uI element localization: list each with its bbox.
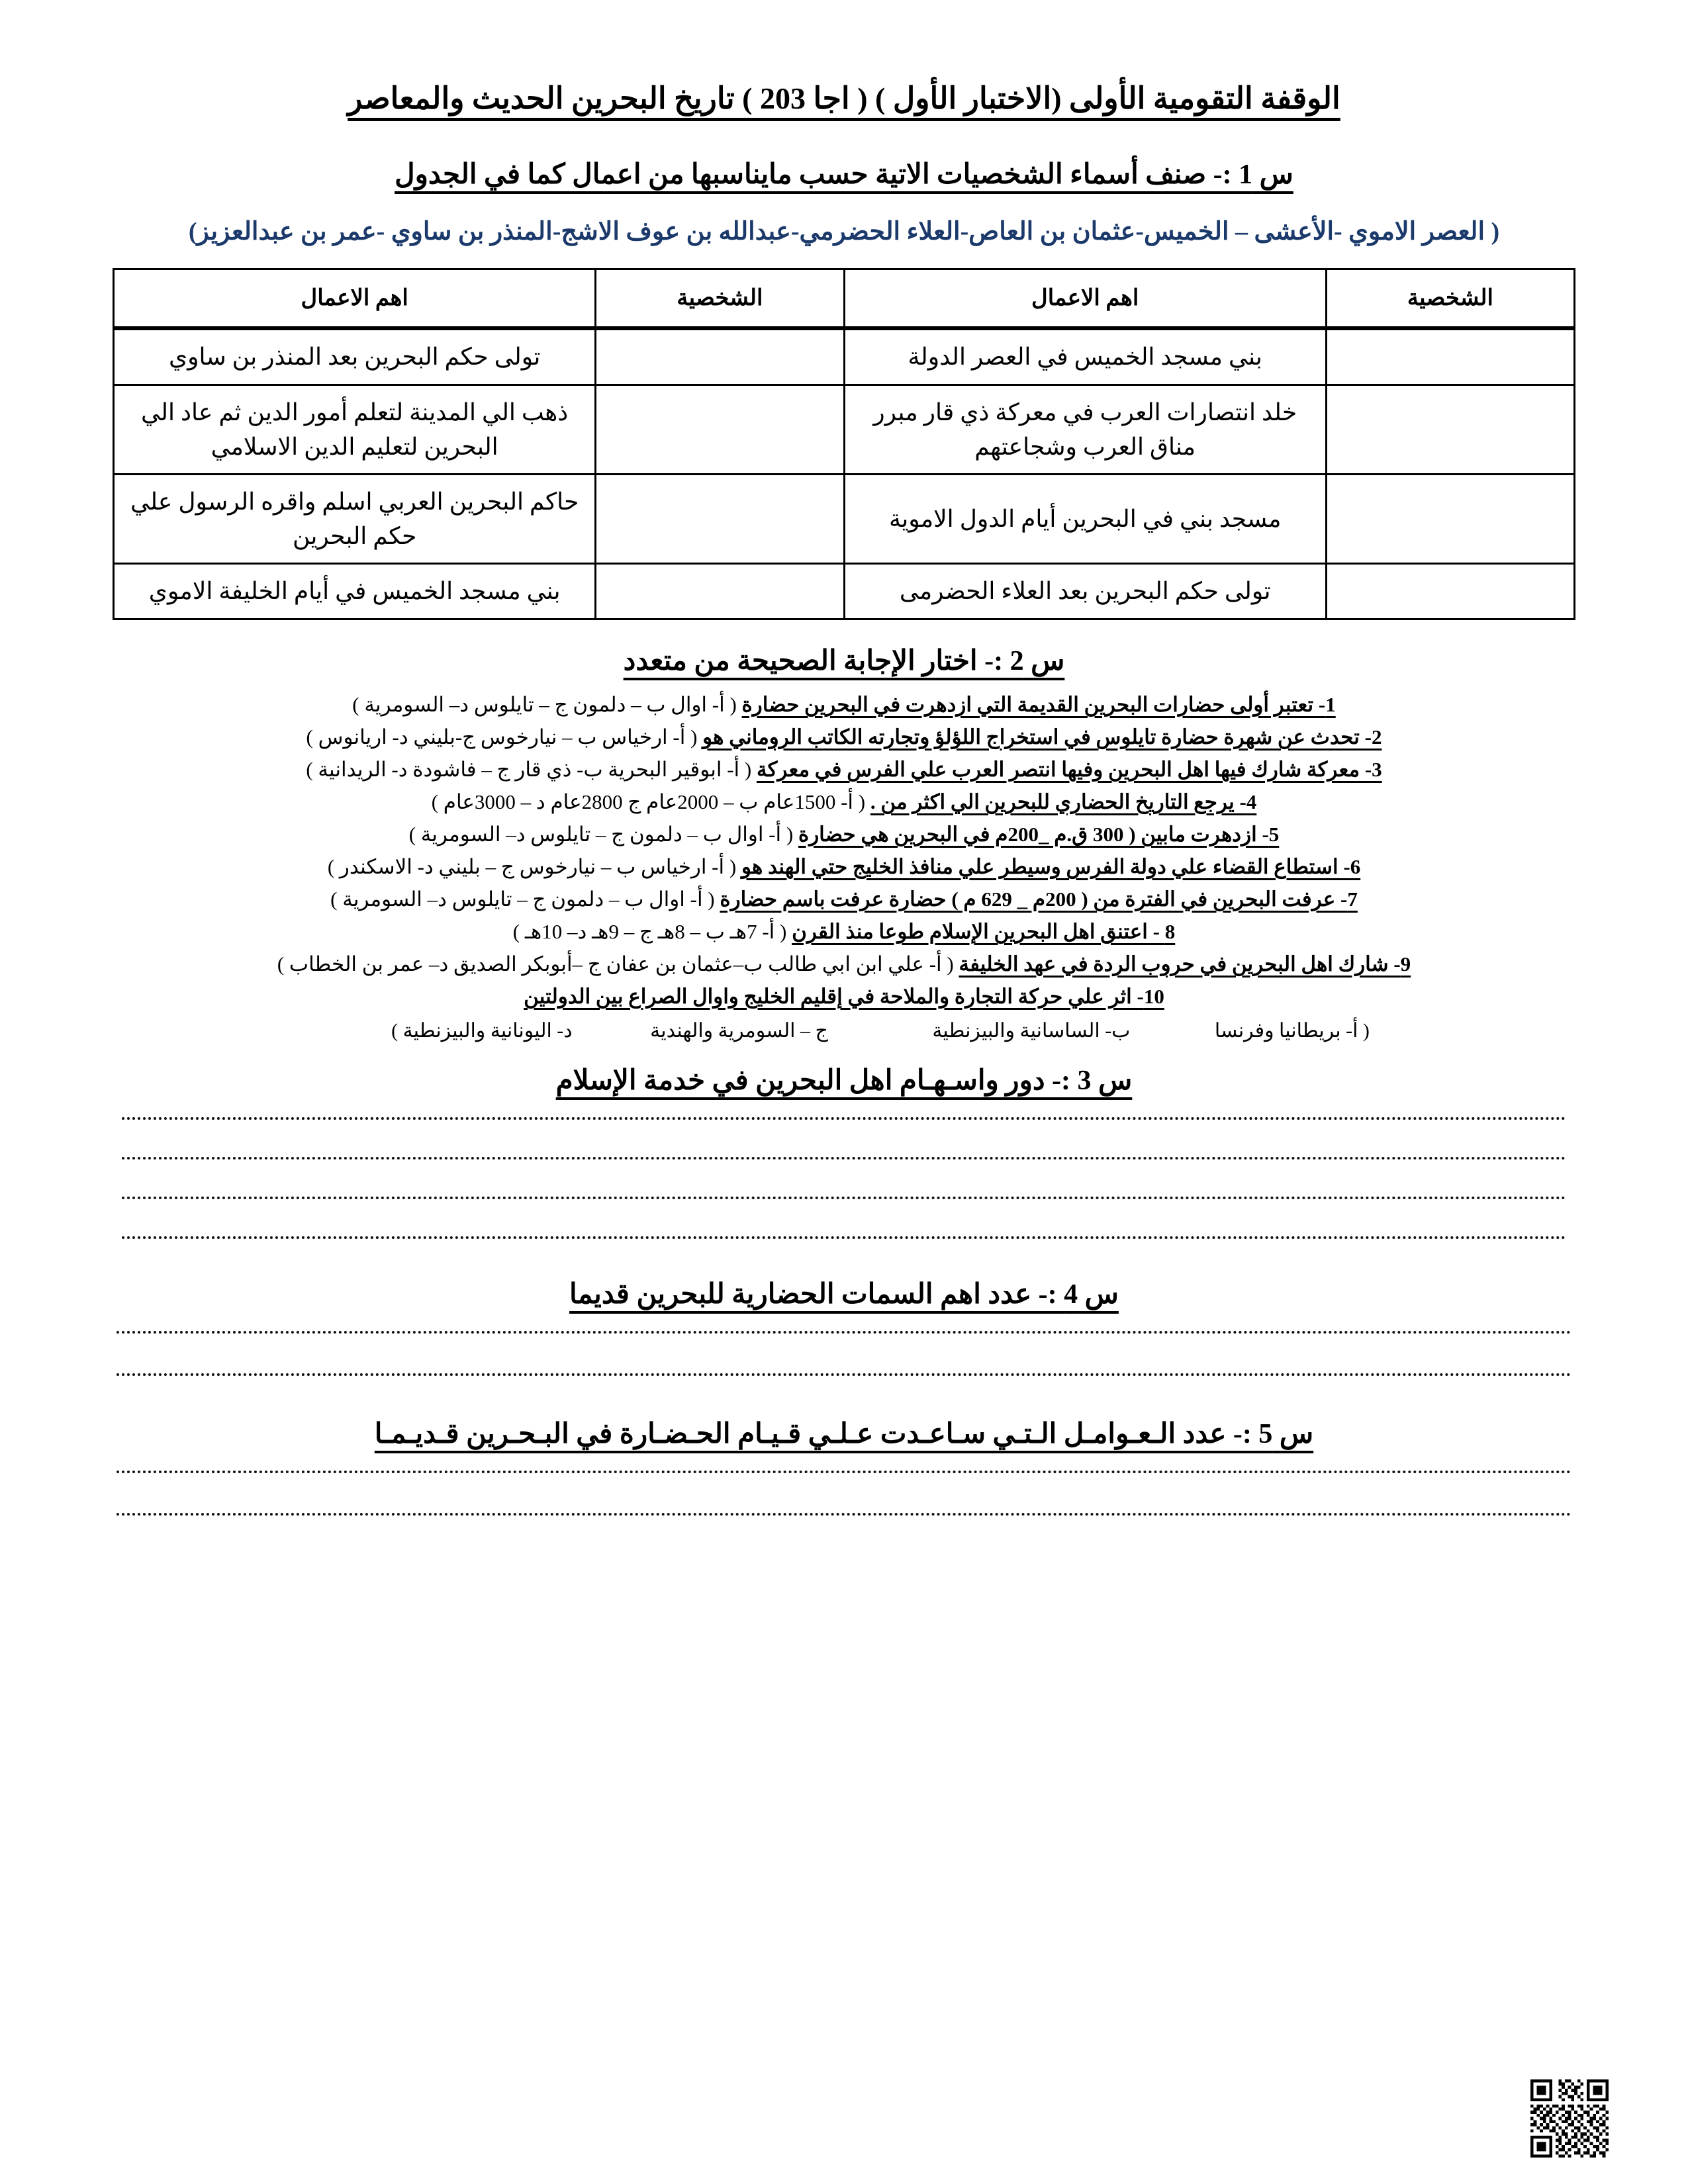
mcq-item-10 — [113, 982, 1575, 1011]
mcq-list — [113, 690, 1575, 1011]
answer-line[interactable] — [117, 1373, 1571, 1376]
mcq-options[interactable]: ( أ- ارخياس ب – نيارخوس ج – بليني د- الاسكندر ) — [327, 855, 737, 879]
answer-cell-person[interactable] — [1326, 328, 1574, 385]
question-4-heading: س 4 :- عدد اهم السمات الحضارية للبحرين قديما — [569, 1279, 1119, 1310]
question-3-heading: س 3 :- دور واسـهـام اهل البحرين في خدمة الإسلام — [555, 1066, 1133, 1097]
mcq-item-2 — [113, 723, 1575, 752]
page-title: الوقفة التقومية الأولى (الاختبار الأول ) ( اجا 203 ) تاريخ البحرين الحديث والمعاصر — [348, 81, 1340, 115]
mcq-option-a[interactable]: ( أ- بريطانيا وفرنسا — [1214, 1020, 1370, 1042]
mcq-item-4 — [113, 788, 1575, 817]
mcq-stem: 8 - اعتنق اهل البحرين الإسلام طوعا منذ القرن — [792, 920, 1176, 944]
question-1-heading: س 1 :- صنف أسماء الشخصيات الاتية حسب مايناسبها من اعمال كما في الجدول — [395, 159, 1293, 190]
mcq-options[interactable]: ( أ- ابوقير البحرية ب- ذي قار ج – فاشودة د- الريدانية ) — [306, 758, 752, 782]
question-4-block — [113, 1276, 1575, 1376]
mcq-options[interactable]: ( أ- 1500عام ب – 2000عام ج 2800عام د – 3000عام ) — [431, 790, 866, 814]
mcq-stem: 10- اثر علي حركة التجارة والملاحة في إقليم الخليج واوال الصراع بين الدولتين — [524, 985, 1164, 1009]
question-3-block — [113, 1062, 1575, 1239]
table-row — [114, 328, 1575, 385]
mcq-option-b[interactable]: ب- الساسانية والبيزنطية — [932, 1020, 1131, 1042]
answer-line[interactable] — [122, 1117, 1566, 1120]
mcq-stem: 1- تعتبر أولى حضارات البحرين القديمة التي ازدهرت في البحرين حضارة — [741, 693, 1336, 717]
table-header-row — [114, 269, 1575, 329]
question-5-block — [113, 1416, 1575, 1516]
work-cell: ذهب الي المدينة لتعلم أمور الدين ثم عاد الي البحرين لتعليم الدين الاسلامي — [114, 385, 596, 474]
answer-line[interactable] — [117, 1471, 1571, 1473]
mcq-item-7 — [113, 885, 1575, 914]
column-header-works-left: اهم الاعمال — [114, 269, 596, 329]
work-cell: تولى حكم البحرين بعد المنذر بن ساوي — [114, 328, 596, 385]
mcq-stem: 3- معركة شارك فيها اهل البحرين وفيها انتصر العرب علي الفرس في معركة — [757, 758, 1382, 782]
mcq-option-d[interactable]: د- اليونانية والبيزنطية ) — [391, 1020, 573, 1042]
mcq-item-1 — [113, 690, 1575, 719]
mcq-item-5 — [113, 820, 1575, 849]
column-header-person-right: الشخصية — [1326, 269, 1574, 329]
column-header-person-left: الشخصية — [596, 269, 844, 329]
answer-cell-person[interactable] — [1326, 564, 1574, 619]
work-cell: خلد انتصارات العرب في معركة ذي قار مبرر مناق العرب وشجاعتهم — [844, 385, 1326, 474]
mcq-item-6 — [113, 852, 1575, 882]
work-cell: بني مسجد الخميس في أيام الخليفة الاموي — [114, 564, 596, 619]
qr-code-icon — [1530, 2079, 1609, 2158]
mcq-stem: 9- شارك اهل البحرين في حروب الردة في عهد الخليفة — [959, 952, 1411, 976]
mcq-item-10-options — [113, 1019, 1575, 1042]
matching-table — [113, 268, 1575, 619]
work-cell: تولى حكم البحرين بعد العلاء الحضرمى — [844, 564, 1326, 619]
mcq-options[interactable]: ( أ- علي ابن ابي طالب ب–عثمان بن عفان ج –أبوبكر الصديق د– عمر بن الخطاب ) — [277, 952, 954, 976]
question-2-heading: س 2 :- اختار الإجابة الصحيحة من متعدد — [623, 645, 1065, 676]
answer-line[interactable] — [117, 1331, 1571, 1334]
table-row — [114, 475, 1575, 564]
answer-cell-person[interactable] — [596, 385, 844, 474]
question-1-word-bank: ( العصر الاموي -الأعشى – الخميس-عثمان بن العاص-العلاء الحضرمي-عبدالله بن عوف الاشج-المنذر بن ساوي -عمر بن عبدالعزيز) — [188, 218, 1500, 246]
answer-cell-person[interactable] — [596, 328, 844, 385]
mcq-item-8 — [113, 917, 1575, 946]
mcq-options[interactable]: ( أ- ارخياس ب – نيارخوس ج-بليني د- اريانوس ) — [306, 725, 698, 749]
mcq-options[interactable]: ( أ- اوال ب – دلمون ج – تايلوس د– السومرية ) — [352, 693, 737, 717]
mcq-stem: 5- ازدهرت مابين ( 300 ق.م _200م في البحرين هي حضارة — [798, 823, 1280, 846]
answer-line[interactable] — [117, 1513, 1571, 1516]
work-cell: حاكم البحرين العربي اسلم واقره الرسول علي حكم البحرين — [114, 475, 596, 564]
answer-cell-person[interactable] — [596, 475, 844, 564]
mcq-stem: 6- استطاع القضاء علي دولة الفرس وسيطر علي منافذ الخليج حتي الهند هو — [741, 855, 1361, 879]
mcq-options[interactable]: ( أ- 7هـ ب – 8هـ ج – 9هـ د– 10هـ ) — [512, 920, 787, 944]
answer-cell-person[interactable] — [596, 564, 844, 619]
table-row — [114, 385, 1575, 474]
mcq-stem: 7- عرفت البحرين في الفترة من ( 200م _ 629 م ) حضارة عرفت باسم حضارة — [720, 887, 1358, 911]
question-5-heading: س 5 :- عدد الـعـوامـل الـتـي سـاعـدت عـلـي قـيـام الحـضـارة في البـحـرين قـديـمـا — [374, 1418, 1314, 1449]
answer-cell-person[interactable] — [1326, 385, 1574, 474]
mcq-options[interactable]: ( أ- اوال ب – دلمون ج – تايلوس د– السومرية ) — [408, 823, 794, 846]
mcq-item-3 — [113, 755, 1575, 784]
mcq-options[interactable]: ( أ- اوال ب – دلمون ج – تايلوس د– السومرية ) — [330, 887, 715, 911]
table-row — [114, 564, 1575, 619]
answer-line[interactable] — [122, 1236, 1566, 1239]
answer-cell-person[interactable] — [1326, 475, 1574, 564]
answer-line[interactable] — [122, 1157, 1566, 1160]
answer-line[interactable] — [122, 1197, 1566, 1199]
mcq-stem: 4- يرجع التاريخ الحضاري للبحرين الي اكثر من . — [870, 790, 1257, 814]
mcq-item-9 — [113, 950, 1575, 979]
work-cell: بني مسجد الخميس في العصر الدولة — [844, 328, 1326, 385]
mcq-stem: 2- تحدث عن شهرة حضارة تايلوس في استخراج اللؤلؤ وتجارته الكاتب الروماني هو — [702, 725, 1382, 749]
column-header-works-right: اهم الاعمال — [844, 269, 1326, 329]
work-cell: مسجد بني في البحرين أيام الدول الاموية — [844, 475, 1326, 564]
mcq-option-c[interactable]: ج – السومرية والهندية — [650, 1020, 828, 1042]
